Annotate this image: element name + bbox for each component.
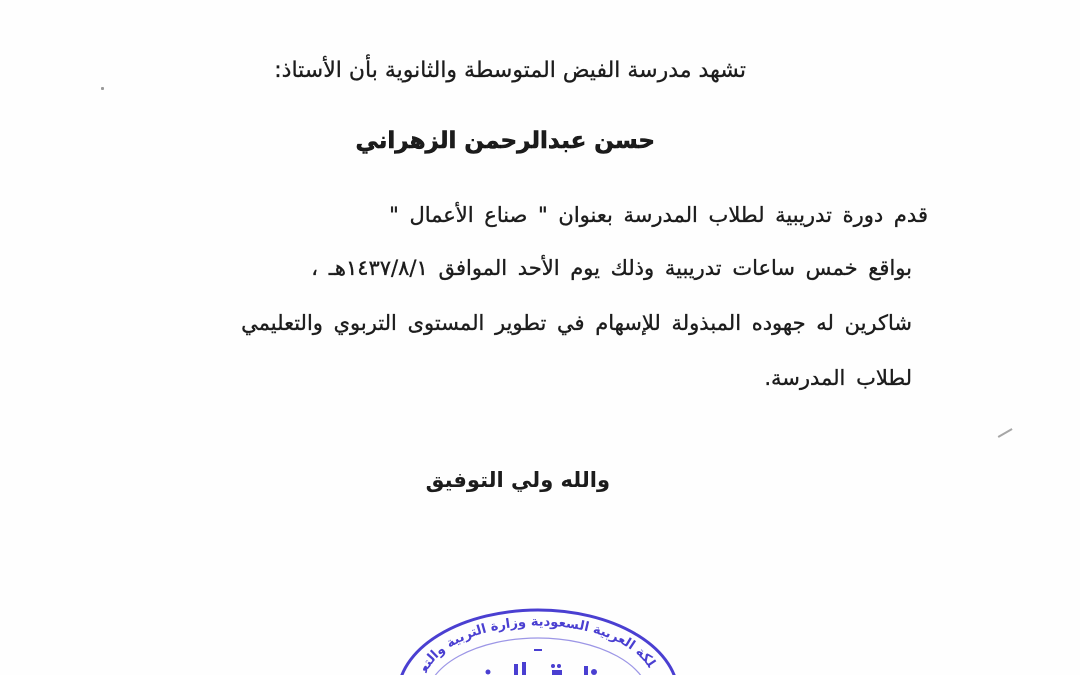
body-line-2: بواقع خمس ساعات تدريبية وذلك يوم الأحد الموافق ١٤٣٧/٨/١هـ ،: [311, 256, 912, 280]
scan-speck: [101, 87, 104, 90]
body-line-4: لطلاب المدرسة.: [764, 366, 912, 390]
official-stamp: [382, 589, 688, 675]
recipient-name: حسن عبدالرحمن الزهراني: [355, 128, 655, 154]
closing-phrase: والله ولي التوفيق: [425, 468, 610, 492]
svg-text:المملكة العربية السعودية وزارة: [383, 589, 659, 675]
certificate-intro: تشهد مدرسة الفيض المتوسطة والثانوية بأن الأستاذ:: [274, 58, 746, 83]
body-line-1: قدم دورة تدريبية لطلاب المدرسة بعنوان " صناع الأعمال ": [389, 203, 928, 227]
scan-scratch: [998, 428, 1013, 437]
stamp-outer-text: المملكة العربية السعودية وزارة التربية والتعليم: [382, 589, 659, 675]
body-line-3: شاكرين له جهوده المبذولة للإسهام في تطوير المستوى التربوي والتعليمي: [241, 311, 912, 335]
stamp-seal-icon: [382, 589, 688, 675]
